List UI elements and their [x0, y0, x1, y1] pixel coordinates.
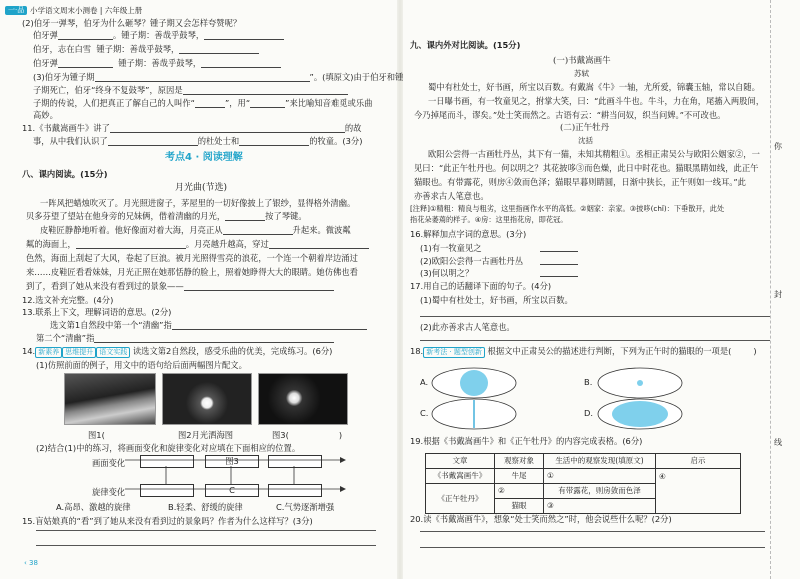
q10-line-g: 高妙。	[33, 110, 58, 120]
table-cell[interactable]: ①	[544, 469, 656, 484]
answer-blank[interactable]	[540, 264, 578, 265]
passage-line: 贝多芬望了望站在他身旁的兄妹俩，借着清幽的月光， 按了琴键。	[26, 211, 307, 221]
eye-d-label: D.	[584, 408, 594, 418]
annotation: 指花朵萎蔫的样子。④房：这里指花房，即花冠。	[410, 215, 568, 224]
passage-line: 皮鞋匠静静地听着。他好像面对着大海，月亮正从 升起来。微波粼	[40, 225, 351, 235]
text2-line: 见曰：“此正午牡丹也。何以明之？其花披哆③而色燥，此日中时花也。猫眼黑睛如线，此正午	[414, 163, 759, 173]
picture-box-2: 图3	[205, 455, 259, 468]
passage-line: 粼的海面上， 。月亮越升越高，穿过	[26, 239, 369, 249]
answer-line[interactable]	[420, 547, 765, 548]
caption-fig2: 图2月光洒海图	[178, 430, 234, 440]
table-cell[interactable]: ③	[544, 499, 656, 514]
text2-title: (二)正午牡丹	[560, 123, 610, 133]
q17a: (1)蜀中有杜处士，好书画，所宝以百数。	[420, 295, 573, 305]
answer-line[interactable]	[420, 340, 770, 341]
option-a: A.高昂、激越的旋律	[56, 502, 131, 512]
answer-line[interactable]	[420, 316, 770, 317]
eye-b-label: B.	[584, 377, 593, 387]
passage-line: 一阵风把蜡烛吹灭了。月光照进窗子，茅屋里的一切好像披上了银纱，显得格外清幽。	[40, 198, 356, 208]
table-cell: 猫眼	[495, 499, 544, 514]
page-number: ‹ 38	[24, 559, 38, 567]
q10-line-f: 子期的传说，人们把真正了解自己的人叫作“ ”，用“ ”来比喻知音难觅或乐曲	[33, 98, 373, 108]
table-cell: 《正午牡丹》	[426, 484, 495, 514]
option-b: B.轻柔、舒缓的旋律	[168, 502, 243, 512]
q18: 18. 新考法 · 题型创新 根据文中正肃吴公的描述进行判断，下列为正午时的猫眼的一项是( )	[410, 346, 757, 356]
eye-option-c[interactable]	[430, 397, 518, 431]
passage-line: 到了，看到了她从来没有看到过的景象——	[26, 281, 334, 291]
table-header: 文章	[426, 454, 495, 469]
table-header: 启示	[656, 454, 741, 469]
passage-line: 色然，海面上刮起了大风，卷起了巨浪。被月光照得雪亮的浪花，一个连一个朝着岸边涌过	[26, 253, 358, 263]
text2-line: 欧阳公尝得一古画牡丹丛，其下有一猫，未知其精粗①。丞相正肃吴公与欧阳公姻家②，一	[428, 149, 760, 159]
q15: 15.盲姑娘真的“看”到了她从来没有看到过的景象吗？作者为什么这样写？(3分)	[22, 516, 313, 526]
q10-line-e: 子期死亡，伯牙“终身不复鼓琴”，原因是	[33, 85, 348, 95]
margin-char: 线	[774, 438, 782, 447]
binding-line	[770, 0, 772, 579]
caption-fig1: 图1(	[88, 430, 105, 440]
q13b: 第二个“清幽”指	[36, 333, 334, 343]
table-cell: 牛尾	[495, 469, 544, 484]
q16a: (1)有一牧童见之	[420, 243, 482, 253]
table-cell: 《书戴嵩画牛》	[426, 469, 495, 484]
passage-title: 月光曲(节选)	[175, 183, 228, 193]
text1-line: 一日曝书画，有一牧童见之，拊掌大笑，曰：“此画斗牛也。牛斗，力在角，尾搐入两股间，	[428, 96, 765, 106]
q14-1: (1)仿照前面的例子，用文中的语句给后面两幅图片配文。	[36, 360, 247, 370]
q14-2: (2)结合(1)中的练习，将画面变化和旋律变化对应填在下面相应的位置。	[36, 443, 301, 453]
margin-char: 你	[774, 142, 782, 151]
series-badge: 一·品	[5, 6, 27, 15]
table-header: 观察对象	[495, 454, 544, 469]
q9-heading: 九、课内外对比阅读。(15分)	[410, 40, 521, 50]
q20: 20.读《书戴嵩画牛》，想象“处士笑而然之”时，他会说些什么呢？(2分)	[410, 514, 672, 524]
q14: 14. 新素养 思维提升 语文实践 读选文第2自然段，感受乐曲的优美，完成练习。(6分)	[22, 346, 333, 356]
row-label-picture: 画面变化	[92, 458, 126, 468]
q8-heading: 八、课内阅读。(15分)	[22, 169, 108, 179]
q16b: (2)欧阳公尝得一古画牡丹丛	[420, 256, 524, 266]
melody-box-2: C	[205, 484, 259, 497]
text2-author: 沈括	[578, 136, 593, 145]
q19: 19.根据《书戴嵩画牛》和《正午牡丹》的内容完成表格。(6分)	[410, 436, 643, 446]
text2-line: 猫眼也。有带露花，则房④敛而色泽；猫眼早暮则睛圆，日渐中狭长，正午则如一线耳。”此	[414, 177, 746, 187]
q17b: (2)此亦善求古人笔意也。	[420, 322, 515, 332]
answer-line[interactable]	[420, 531, 765, 532]
answer-blank[interactable]	[540, 251, 578, 252]
q10-part2: (2)伯牙一弹琴，伯牙为什么砸琴？锺子期又会怎样夸赞呢？	[22, 18, 242, 28]
eye-option-d[interactable]	[596, 397, 684, 431]
text1-title: (一)书戴嵩画牛	[553, 56, 611, 66]
q19-table	[425, 453, 741, 514]
text1-line: 今乃掉尾而斗，谬矣。”处士笑而然之。古语有云：“耕当问奴，织当问婢。”不可改也。	[414, 110, 726, 120]
answer-line[interactable]	[36, 545, 376, 546]
q12: 12.选文补充完整。(4分)	[22, 295, 114, 305]
table-cell[interactable]: ②	[495, 484, 544, 499]
section-title: 考点4 · 阅读理解	[165, 152, 243, 163]
q10-line-b: 伯牙，志在白雪 锺子期：善哉乎鼓琴，	[33, 44, 259, 54]
table-header: 生活中的观察发现(填原文)	[544, 454, 656, 469]
text1-author: 苏轼	[574, 69, 589, 78]
q13: 13.联系上下文，理解词语的意思。(2分)	[22, 307, 172, 317]
passage-line: 来……皮鞋匠看看妹妹，月光正照在她那恬静的脸上，照着她睁得大大的眼睛。她仿佛也看	[26, 267, 358, 277]
eye-option-a[interactable]	[430, 366, 518, 400]
row-label-melody: 旋律变化	[92, 487, 126, 497]
eye-a-label: A.	[420, 377, 429, 387]
q10-line-c: 伯牙弹 锺子期：善哉乎鼓琴，	[33, 58, 281, 68]
answer-blank[interactable]	[540, 276, 578, 277]
series-title: 小学语文周末小测卷 | 六年级上册	[30, 6, 143, 15]
q17: 17.用自己的话翻译下面的句子。(4分)	[410, 281, 552, 291]
table-cell[interactable]: ④	[656, 469, 741, 514]
caption-fig3: 图3( )	[272, 430, 343, 440]
option-c: C.气势逐渐增强	[276, 502, 335, 512]
text1-line: 蜀中有杜处士，好书画，所宝以百数。有戴嵩《牛》一轴，尤所爱，锦囊玉轴，常以自随。	[428, 82, 760, 92]
q10-line-a: 伯牙弹 。锺子期：善哉乎鼓琴，	[33, 30, 284, 40]
annotation: [注释]①精粗：精良与粗劣，这里指画作水平的高低。②姻家：亲家。③披哆(chǐ)：下垂散开，此处	[410, 204, 725, 213]
q16: 16.解释加点字词的意思。(3分)	[410, 229, 527, 239]
q11-line1: 11.《书戴嵩画牛》讲了 的故	[22, 123, 362, 133]
q16c: (3)何以明之？	[420, 268, 474, 278]
q13a: 选文第1自然段中第一个“清幽”指	[50, 320, 367, 330]
q10-line-d: (3)伯牙为锺子期 ”。(填原文)由于伯牙和锺	[33, 72, 404, 82]
answer-line[interactable]	[36, 530, 376, 531]
text2-line: 亦善求古人笔意也。	[414, 191, 489, 201]
table-cell: 有带露花，则房敛而色泽	[544, 484, 656, 499]
eye-c-label: C.	[420, 408, 429, 418]
eye-option-b[interactable]	[596, 366, 684, 400]
margin-char: 封	[774, 290, 782, 299]
q11-line2: 事，从中我们认识了 的杜处士和 的牧童。(3分)	[33, 136, 363, 146]
